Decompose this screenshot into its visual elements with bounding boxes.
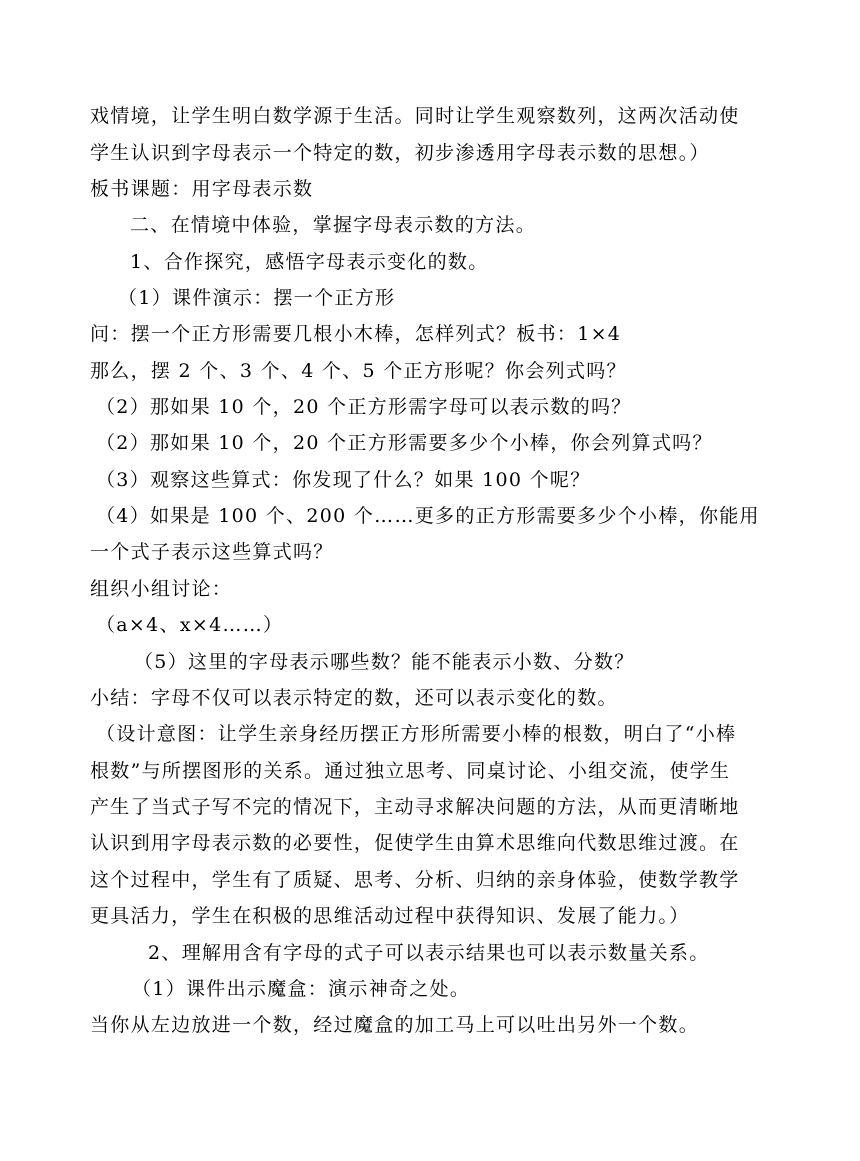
subsection-heading: 1、合作探究，感悟字母表示变化的数。 — [130, 251, 489, 273]
text-line: 当你从左边放进一个数，经过魔盒的加工马上可以吐出另外一个数。 — [90, 1014, 700, 1036]
design-intent-line: （设计意图：让学生亲身经历摆正方形所需要小棒的根数，明白了“小棒 — [96, 723, 737, 745]
subsection-heading: 2、理解用含有字母的式子可以表示结果也可以表示数量关系。 — [148, 942, 710, 964]
design-intent-line: 这个过程中，学生有了质疑、思考、分析、归纳的亲身体验，使数学教学 — [90, 869, 740, 891]
text-line: 一个式子表示这些算式吗？ — [90, 541, 334, 563]
text-line: 组织小组讨论： — [90, 578, 233, 600]
text-line: （4）如果是 100 个、200 个……更多的正方形需要多少个小棒，你能用 — [96, 505, 760, 527]
design-intent-line: 更具活力，学生在积极的思维活动过程中获得知识、发展了能力。） — [90, 905, 690, 927]
text-line: 戏情境，让学生明白数学源于生活。同时让学生观察数列，这两次活动使 — [90, 105, 740, 127]
text-line: （2）那如果 10 个，20 个正方形需要多少个小棒，你会列算式吗？ — [96, 432, 713, 454]
text-line: （a×4、x×4……） — [96, 614, 284, 636]
text-line: （2）那如果 10 个，20 个正方形需字母可以表示数的吗？ — [96, 396, 632, 418]
text-line: （1）课件出示魔盒：演示神奇之处。 — [132, 978, 471, 1000]
text-line: （3）观察这些算式：你发现了什么？如果 100 个呢？ — [96, 469, 591, 491]
text-line: 问：摆一个正方形需要几根小木棒，怎样列式？板书：1×4 — [90, 323, 622, 345]
design-intent-line: 认识到用字母表示数的必要性，促使学生由算术思维向代数思维过渡。在 — [90, 832, 740, 854]
text-line: （5）这里的字母表示哪些数？能不能表示小数、分数？ — [134, 651, 635, 673]
section-heading: 二、在情境中体验，掌握字母表示数的方法。 — [130, 214, 537, 236]
text-line: 那么，摆 2 个、3 个、4 个、5 个正方形呢？你会列式吗？ — [90, 360, 627, 382]
summary-line: 小结：字母不仅可以表示特定的数，还可以表示变化的数。 — [90, 687, 618, 709]
text-line: （1）课件演示：摆一个正方形 — [118, 287, 396, 309]
design-intent-line: 产生了当式子写不完的情况下，主动寻求解决问题的方法，从而更清晰地 — [90, 796, 740, 818]
design-intent-line: 根数”与所摆图形的关系。通过独立思考、同桌讨论、小组交流，使学生 — [90, 760, 731, 782]
text-line: 板书课题：用字母表示数 — [90, 178, 314, 200]
text-line: 学生认识到字母表示一个特定的数，初步渗透用字母表示数的思想。） — [90, 142, 710, 164]
